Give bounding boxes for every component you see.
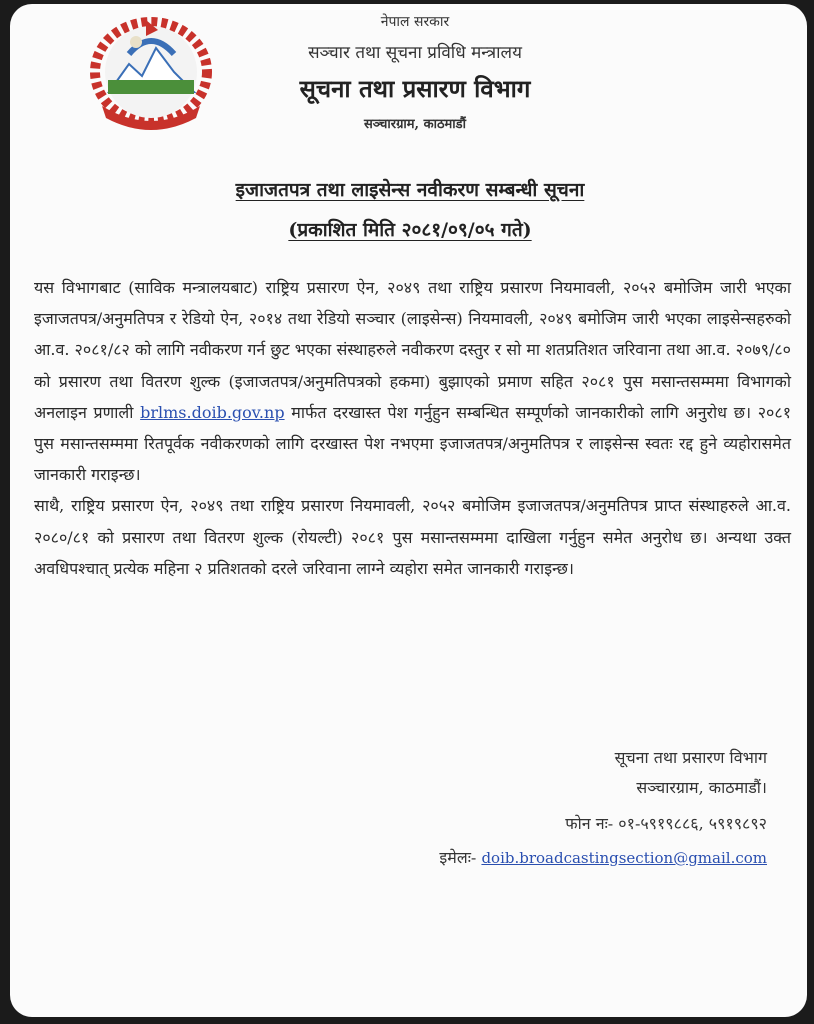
signature-department: सूचना तथा प्रसारण विभाग [614, 748, 767, 767]
phone-numbers: फोन नः- ०१-५९१९८८६, ५९१९८९२ [565, 814, 767, 833]
portal-link[interactable]: brlms.doib.gov.np [140, 402, 285, 422]
email-label: इमेलः- [439, 848, 477, 867]
notice-body [34, 272, 791, 584]
published-date: (प्रकाशित मिति २०८१/०९/०५ गते) [288, 219, 532, 241]
paragraph-1: यस विभागबाट (साविक मन्त्रालयबाट) राष्ट्रिय प्रसारण ऐन, २०४९ तथा राष्ट्रिय प्रसारण नियमावली, २०५२ बमोजिम जारी भएका इजाजतपत्र/अनुमतिपत्र र रेडियो ऐन, २०१४ तथा रेडियो सञ्चार (लाइसेन्स) नियमावली, २०४९ बमोजिम जारी भएका लाइसेन्सहरुको आ.व. २०८१/८२ को लागि नवीकरण गर्न छुट भएका संस्थाहरुले नवीकरण दस्तुर र सो मा शतप्रतिशत जरिवाना तथा आ.व. २०७९/८० को प्रसारण तथा वितरण शुल्क (इजाजतपत्र/अनुमतिपत्रको हकमा) बुझाएको प्रमाण सहित २०८१ पुस मसान्तसम्ममा विभागको अनलाइन प्रणाली brlms.doib.gov.np मार्फत दरखास्त पेश गर्नुहुन सम्बन्धित सम्पूर्णको जानकारीको लागि अनुरोध छ। २०८१ पुस मसान्तसम्ममा रितपूर्वक नवीकरणको लागि दरखास्त पेश नभएमा इजाजतपत्र/अनुमतिपत्र र लाइसेन्स स्वतः रद्द हुने व्यहोरासमेत जानकारी गराइन्छ। [34, 278, 792, 485]
department-name: सूचना तथा प्रसारण विभाग [299, 74, 531, 103]
nepal-emblem-icon [84, 14, 218, 134]
notice-document [10, 4, 807, 1017]
email-link[interactable]: doib.broadcastingsection@gmail.com [481, 849, 767, 867]
department-location: सञ्चारग्राम, काठमाडौं [364, 117, 466, 132]
government-name: नेपाल सरकार [380, 14, 450, 30]
paragraph-2: साथै, राष्ट्रिय प्रसारण ऐन, २०४९ तथा राष्ट्रिय प्रसारण नियमावली, २०५२ बमोजिम इजाजतपत्र/अनुमतिपत्र प्राप्त संस्थाहरुले आ.व. २०८०/८१ को प्रसारण तथा वितरण शुल्क (रोयल्टी) २०८१ पुस मसान्तसम्ममा दाखिला गर्नुहुन समेत अनुरोध छ। अन्यथा उक्त अवधिपश्चात् प्रत्येक महिना २ प्रतिशतको दरले जरिवाना लाग्ने व्यहोरा समेत जानकारी गराइन्छ। [34, 496, 791, 578]
signature-location: सञ्चारग्राम, काठमाडौं। [636, 778, 767, 797]
notice-title: इजाजतपत्र तथा लाइसेन्स नवीकरण सम्बन्धी सूचना [235, 179, 585, 201]
ministry-name: सञ्चार तथा सूचना प्रविधि मन्त्रालय [308, 43, 522, 63]
email-line [439, 846, 767, 868]
